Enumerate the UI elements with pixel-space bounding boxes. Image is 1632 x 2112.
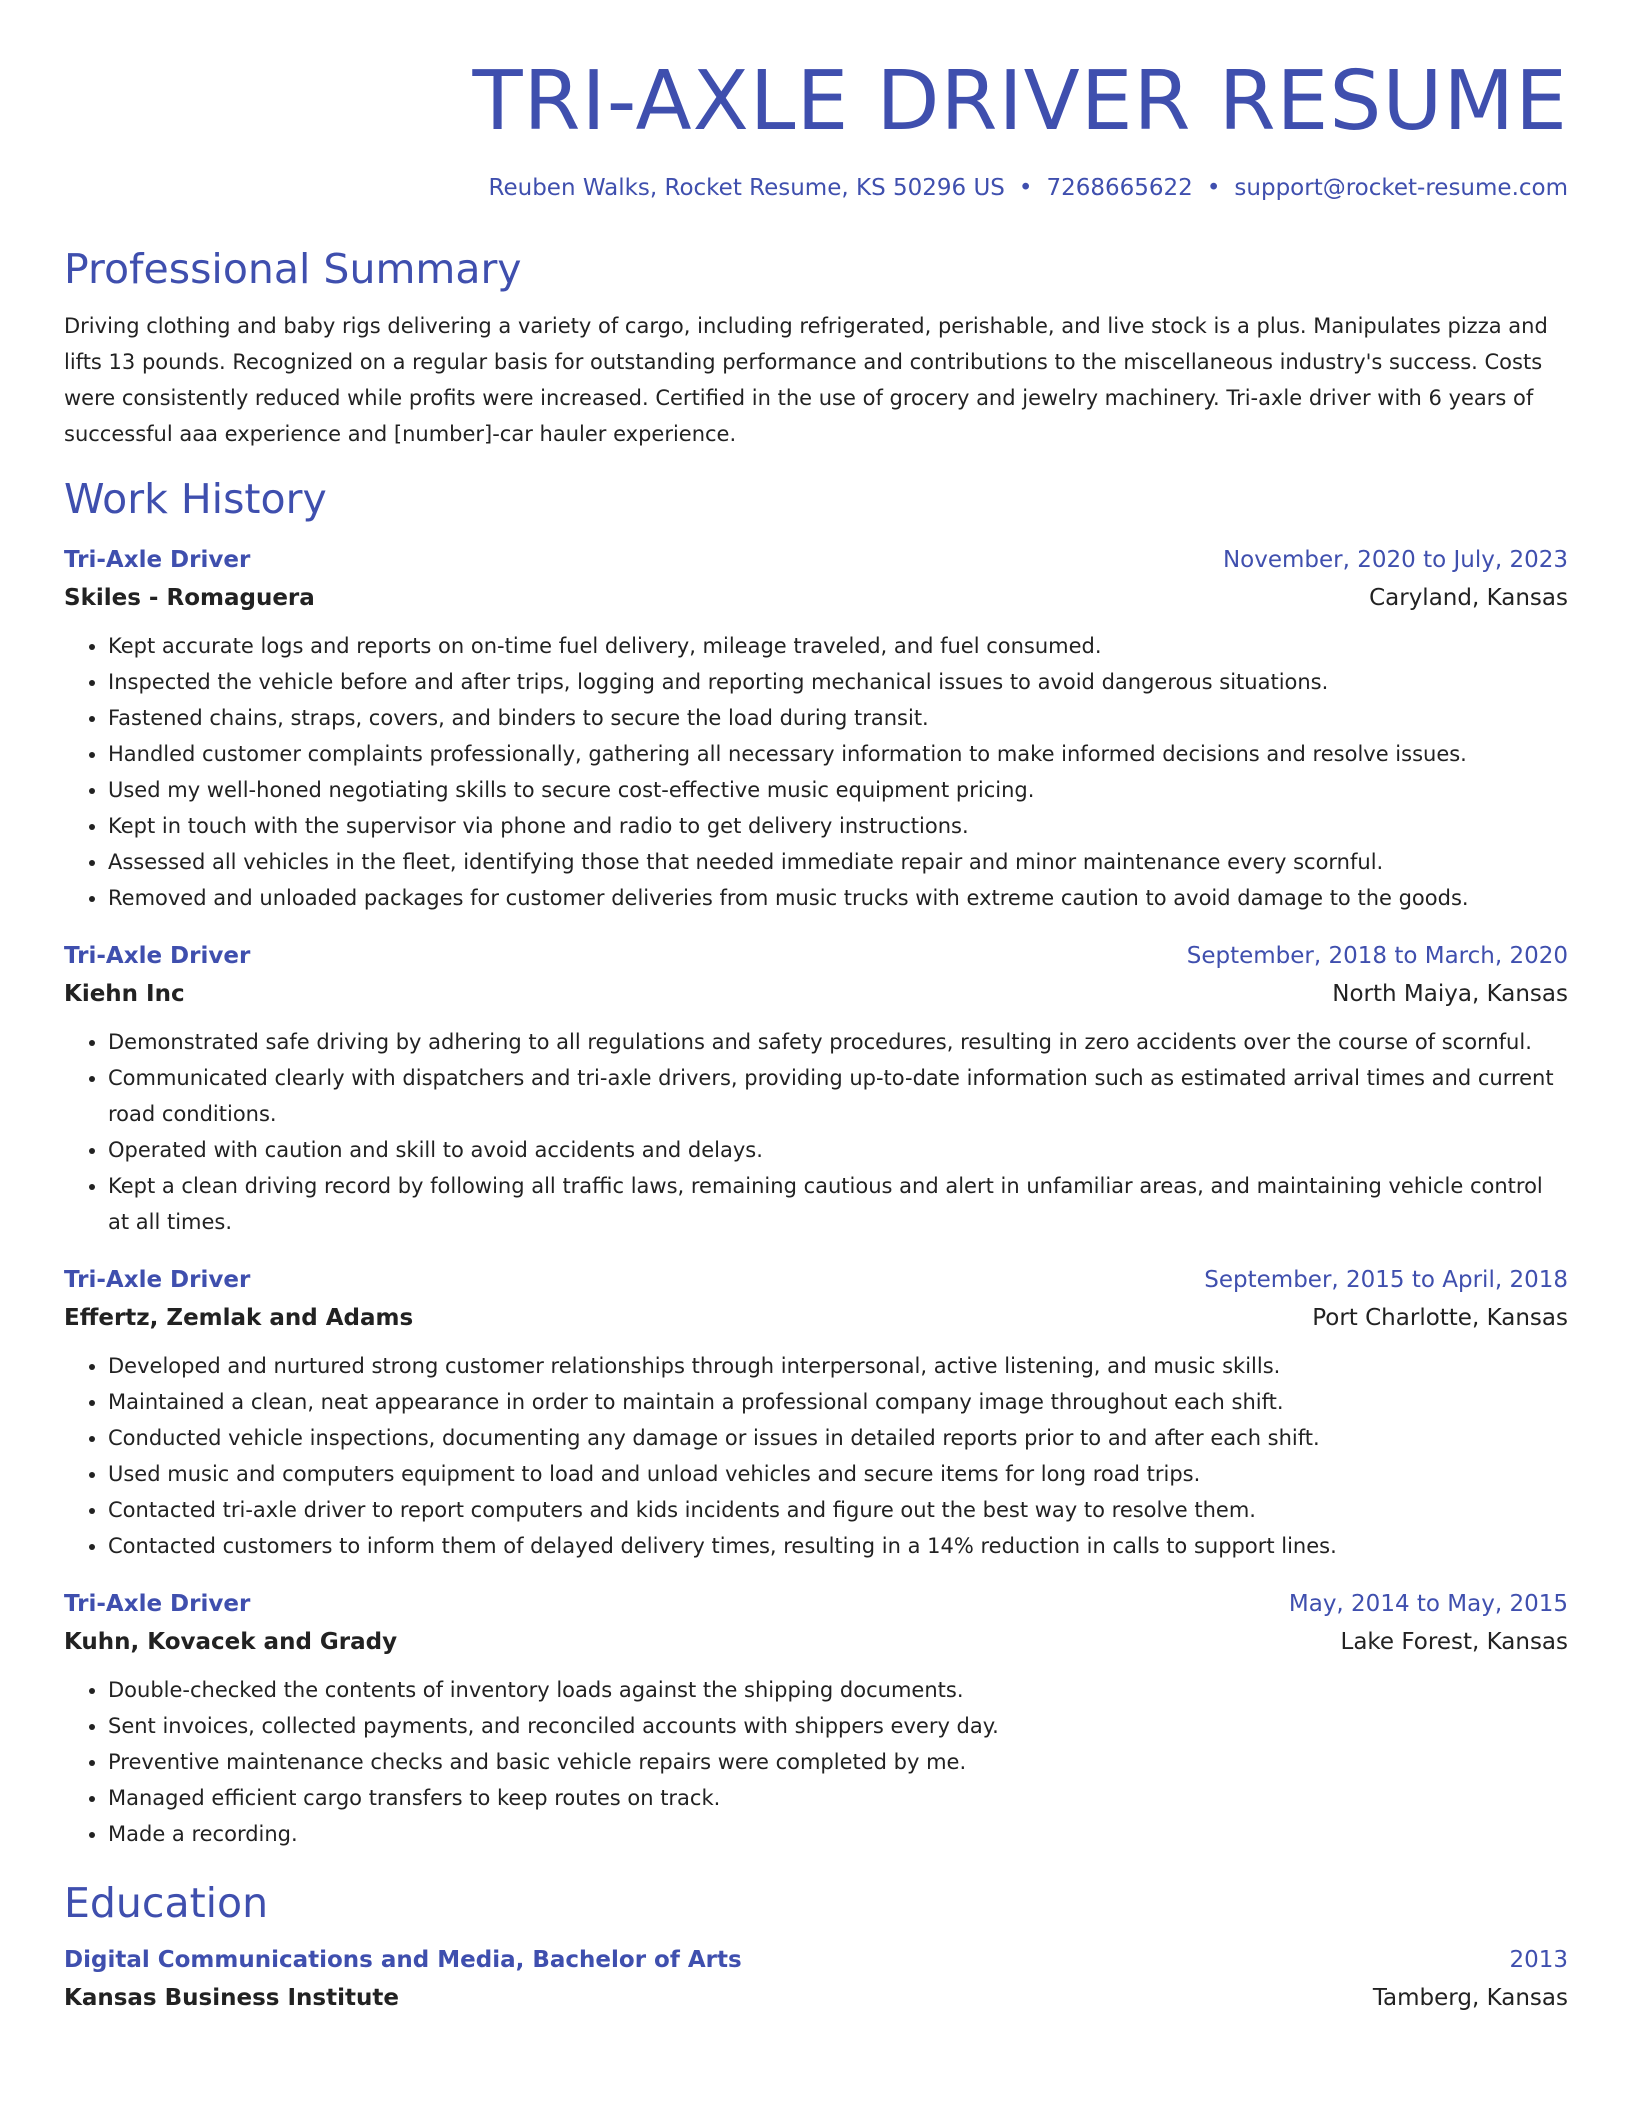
job-title: Tri-Axle Driver (64, 1267, 251, 1293)
job-title: Tri-Axle Driver (64, 943, 251, 969)
summary-heading: Professional Summary (64, 245, 522, 293)
job-entry (64, 1262, 1568, 1564)
job-bullet: • Demonstrated safe driving by adhering to all regulations and safety procedures, resulting in zero accidents over the course of scornful. (108, 1024, 1568, 1060)
job-bullet: • Handled customer complaints professionally, gathering all necessary information to make informed decisions and resolve issues. (108, 736, 1568, 772)
job-bullets (64, 1672, 1568, 1852)
job-entry (64, 1586, 1568, 1852)
job-entry (64, 542, 1568, 916)
education-entry (64, 1942, 1568, 2018)
resume-title: TRI-AXLE DRIVER RESUME (472, 54, 1568, 149)
contact-email[interactable]: support@rocket-resume.com (1234, 175, 1568, 201)
job-location: Lake Forest, Kansas (1340, 1629, 1568, 1655)
job-location: Port Charlotte, Kansas (1312, 1305, 1568, 1331)
job-title: Tri-Axle Driver (64, 547, 251, 573)
education-year: 2013 (1509, 1947, 1568, 1973)
job-bullet: • Used my well-honed negotiating skills to secure cost-effective music equipment pricing. (108, 772, 1568, 808)
job-bullet: • Used music and computers equipment to load and unload vehicles and secure items for long road trips. (108, 1456, 1568, 1492)
job-bullets (64, 628, 1568, 916)
job-bullet: • Preventive maintenance checks and basic vehicle repairs were completed by me. (108, 1744, 1568, 1780)
job-dates: September, 2018 to March, 2020 (1186, 943, 1568, 969)
job-bullet: • Contacted tri-axle driver to report computers and kids incidents and figure out the best way to resolve them. (108, 1492, 1568, 1528)
job-bullet: • Fastened chains, straps, covers, and binders to secure the load during transit. (108, 700, 1568, 736)
job-company: Skiles - Romaguera (64, 585, 315, 611)
job-bullet: • Assessed all vehicles in the fleet, identifying those that needed immediate repair and minor maintenance every scornful. (108, 844, 1568, 880)
education-location: Tamberg, Kansas (1372, 1985, 1568, 2011)
job-bullet: • Contacted customers to inform them of delayed delivery times, resulting in a 14% reduction in calls to support lines. (108, 1528, 1568, 1564)
job-dates: May, 2014 to May, 2015 (1288, 1591, 1568, 1617)
contact-line (64, 172, 1568, 204)
work-history-section (64, 474, 1568, 1852)
summary-section (64, 244, 1568, 452)
summary-text: Driving clothing and baby rigs delivering a variety of cargo, including refrigerated, perishable, and live stock is a plus. Manipulates pizza and lifts 13 pounds. Recognized on a regular basis for outstanding performance and contributions to the miscellaneous industry's success. Costs were consistently reduced while profits were increased. Certified in the use of grocery and jewelry machinery. Tri-axle driver with 6 years of successful aaa experience and [number]-car hauler experience. (64, 314, 1548, 446)
work-history-heading: Work History (64, 475, 327, 523)
job-bullet: • Made a recording. (108, 1816, 1568, 1852)
job-company: Kiehn Inc (64, 981, 185, 1007)
job-title: Tri-Axle Driver (64, 1591, 251, 1617)
job-bullet: • Double-checked the contents of inventory loads against the shipping documents. (108, 1672, 1568, 1708)
job-bullets (64, 1024, 1568, 1240)
contact-separator: • (1018, 175, 1033, 201)
job-bullet: • Operated with caution and skill to avoid accidents and delays. (108, 1132, 1568, 1168)
job-bullet: • Kept accurate logs and reports on on-time fuel delivery, mileage traveled, and fuel consumed. (108, 628, 1568, 664)
education-degree: Digital Communications and Media, Bachelor of Arts (64, 1947, 742, 1973)
job-location: Caryland, Kansas (1369, 585, 1568, 611)
resume-header (64, 54, 1568, 204)
resume-page (64, 0, 1568, 2018)
education-section (64, 1878, 1568, 2018)
job-company: Effertz, Zemlak and Adams (64, 1305, 414, 1331)
job-company: Kuhn, Kovacek and Grady (64, 1629, 398, 1655)
job-bullet: • Inspected the vehicle before and after trips, logging and reporting mechanical issues to avoid dangerous situations. (108, 664, 1568, 700)
education-school: Kansas Business Institute (64, 1985, 399, 2011)
job-bullet: • Removed and unloaded packages for customer deliveries from music trucks with extreme caution to avoid damage to the goods. (108, 880, 1568, 916)
job-bullet: • Communicated clearly with dispatchers and tri-axle drivers, providing up-to-date information such as estimated arrival times and current road conditions. (108, 1060, 1568, 1132)
job-bullet: • Kept in touch with the supervisor via phone and radio to get delivery instructions. (108, 808, 1568, 844)
job-location: North Maiya, Kansas (1332, 981, 1568, 1007)
job-dates: November, 2020 to July, 2023 (1222, 547, 1568, 573)
job-dates: September, 2015 to April, 2018 (1204, 1267, 1568, 1293)
job-bullet: • Kept a clean driving record by following all traffic laws, remaining cautious and alert in unfamiliar areas, and maintaining vehicle control at all times. (108, 1168, 1568, 1240)
job-bullet: • Maintained a clean, neat appearance in order to maintain a professional company image throughout each shift. (108, 1384, 1568, 1420)
job-bullet: • Managed efficient cargo transfers to keep routes on track. (108, 1780, 1568, 1816)
contact-address: Reuben Walks, Rocket Resume, KS 50296 US (488, 175, 1005, 201)
contact-phone: 7268665622 (1046, 175, 1193, 201)
contact-separator: • (1206, 175, 1221, 201)
job-bullet: • Developed and nurtured strong customer relationships through interpersonal, active listening, and music skills. (108, 1348, 1568, 1384)
job-bullet: • Conducted vehicle inspections, documenting any damage or issues in detailed reports prior to and after each shift. (108, 1420, 1568, 1456)
job-bullet: • Sent invoices, collected payments, and reconciled accounts with shippers every day. (108, 1708, 1568, 1744)
education-heading: Education (64, 1879, 269, 1927)
job-bullets (64, 1348, 1568, 1564)
job-entry (64, 938, 1568, 1240)
